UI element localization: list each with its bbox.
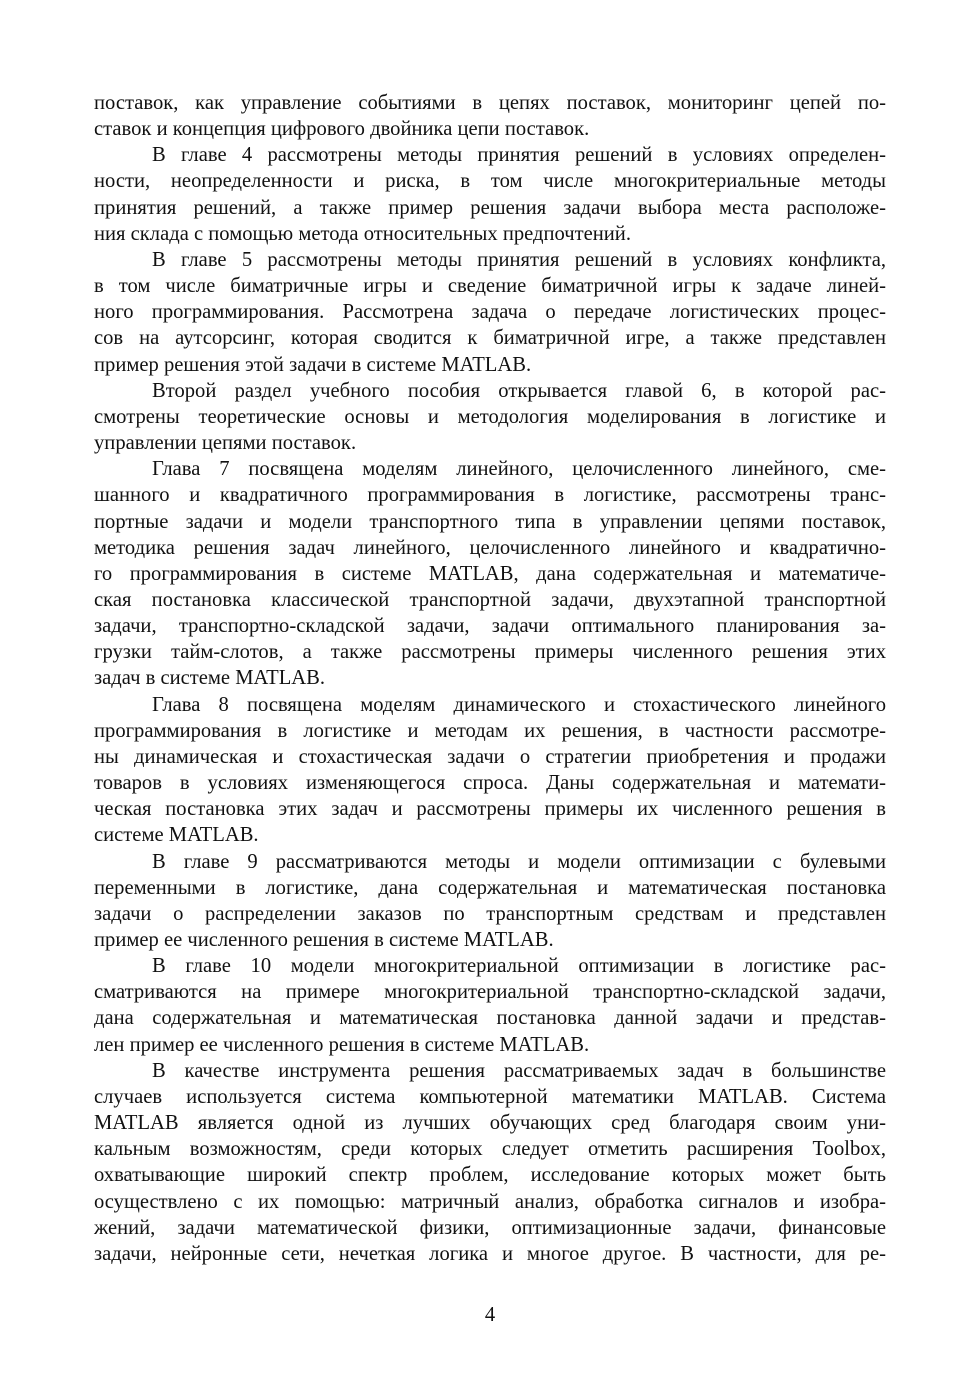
text-line: сматриваются на примере многокритериальной транспортно-складской задачи, <box>94 981 886 1004</box>
text-line: программирования в логистике и методам их решения, в частности рассмотре- <box>94 719 886 742</box>
text-line: лен пример ее численного решения в системе MATLAB. <box>94 1033 590 1056</box>
text-line: ности, неопределенности и риска, в том числе многокритериальные методы <box>94 170 886 193</box>
text-line: В главе 9 рассматриваются методы и модели оптимизации с булевыми <box>152 850 886 873</box>
text-line: шанного и квадратичного программирования в логистике, рассмотрены транс- <box>94 484 886 507</box>
text-line: задач в системе MATLAB. <box>94 667 326 690</box>
text-line: задачи о распределении заказов по транспортным средствам и представлен <box>94 902 886 925</box>
text-line: методика решения задач линейного, целочисленного линейного и квадратично- <box>94 536 886 559</box>
text-line: MATLAB является одной из лучших обучающих сред благодаря своим уни- <box>94 1112 886 1135</box>
paragraph <box>94 692 886 849</box>
paragraph <box>94 1058 886 1267</box>
text-line: в том числе биматричные игры и сведение биматричной игры к задаче линей- <box>94 275 886 298</box>
text-line: охватывающие широкий спектр проблем, исследование которых может быть <box>94 1164 886 1187</box>
text-line: пример ее численного решения в системе MATLAB. <box>94 929 554 951</box>
text-line: го программирования в системе MATLAB, дана содержательная и математиче- <box>94 562 886 585</box>
paragraph <box>94 90 886 142</box>
text-line: случаев используется система компьютерной математики MATLAB. Система <box>94 1085 886 1108</box>
text-line: кальным возможностям, среди которых следует отметить расширения Toolbox, <box>94 1138 886 1161</box>
text-line: жений, задачи математической физики, оптимизационные задачи, финансовые <box>94 1216 886 1239</box>
text-line: В качестве инструмента решения рассматриваемых задач в большинстве <box>152 1059 886 1082</box>
text-line: переменными в логистике, дана содержательная и математическая постановка <box>94 876 886 899</box>
text-line: В главе 5 рассмотрены методы принятия решений в условиях конфликта, <box>152 248 886 271</box>
text-line: Глава 8 посвящена моделям динамического и стохастического линейного <box>152 693 886 716</box>
text-line: управлении цепями поставок. <box>94 432 357 455</box>
paragraph <box>94 849 886 954</box>
text-line: ставок и концепция цифрового двойника цепи поставок. <box>94 118 590 141</box>
text-line: пример решения этой задачи в системе MATLAB. <box>94 353 532 376</box>
text-line: задачи, нейронные сети, нечеткая логика и многое другое. В частности, для ре- <box>94 1242 886 1265</box>
page-number: 4 <box>484 1304 496 1326</box>
text-line: ны динамическая и стохастическая задачи о стратегии приобретения и продажи <box>94 745 886 768</box>
text-line: осуществлено с их помощью: матричный анализ, обработка сигналов и изобра- <box>94 1190 886 1213</box>
text-line: товаров в условиях изменяющегося спроса. Даны содержательная и математи- <box>94 772 886 795</box>
text-line: Глава 7 посвящена моделям линейного, целочисленного линейного, сме- <box>152 458 886 481</box>
text-line: грузки тайм-слотов, а также рассмотрены примеры численного решения этих <box>94 641 886 664</box>
paragraph <box>94 247 886 378</box>
text-line: дана содержательная и математическая постановка данной задачи и представ- <box>94 1007 886 1030</box>
text-line: сов на аутсорсинг, которая сводится к биматричной игре, а также представлен <box>94 327 886 350</box>
text-line: Второй раздел учебного пособия открывается главой 6, в которой рас- <box>152 379 886 402</box>
text-line: смотрены теоретические основы и методология моделирования в логистике и <box>94 405 886 428</box>
paragraph <box>94 142 886 247</box>
paragraph <box>94 378 886 456</box>
text-line: В главе 10 модели многокритериальной оптимизации в логистике рас- <box>152 955 886 978</box>
text-line: ческая постановка этих задач и рассмотрены примеры их численного решения в <box>94 798 886 821</box>
text-line: ного программирования. Рассмотрена задача о передаче логистических процес- <box>94 301 886 324</box>
paragraph <box>94 456 886 691</box>
paragraph <box>94 953 886 1058</box>
text-line: ская постановка классической транспортной задачи, двухэтапной транспортной <box>94 588 886 611</box>
text-line: В главе 4 рассмотрены методы принятия решений в условиях определен- <box>152 144 886 167</box>
text-line: портные задачи и модели транспортного типа в управлении цепями поставок, <box>94 510 886 533</box>
body-text <box>94 90 886 1267</box>
text-line: системе MATLAB. <box>94 824 259 847</box>
text-line: ния склада с помощью метода относительных предпочтений. <box>94 222 631 245</box>
text-line: поставок, как управление событиями в цепях поставок, мониторинг цепей по- <box>94 92 886 114</box>
text-line: задачи, транспортно-складской задачи, задачи оптимального планирования за- <box>94 615 886 638</box>
text-line: принятия решений, а также пример решения задачи выбора места расположе- <box>94 196 886 219</box>
